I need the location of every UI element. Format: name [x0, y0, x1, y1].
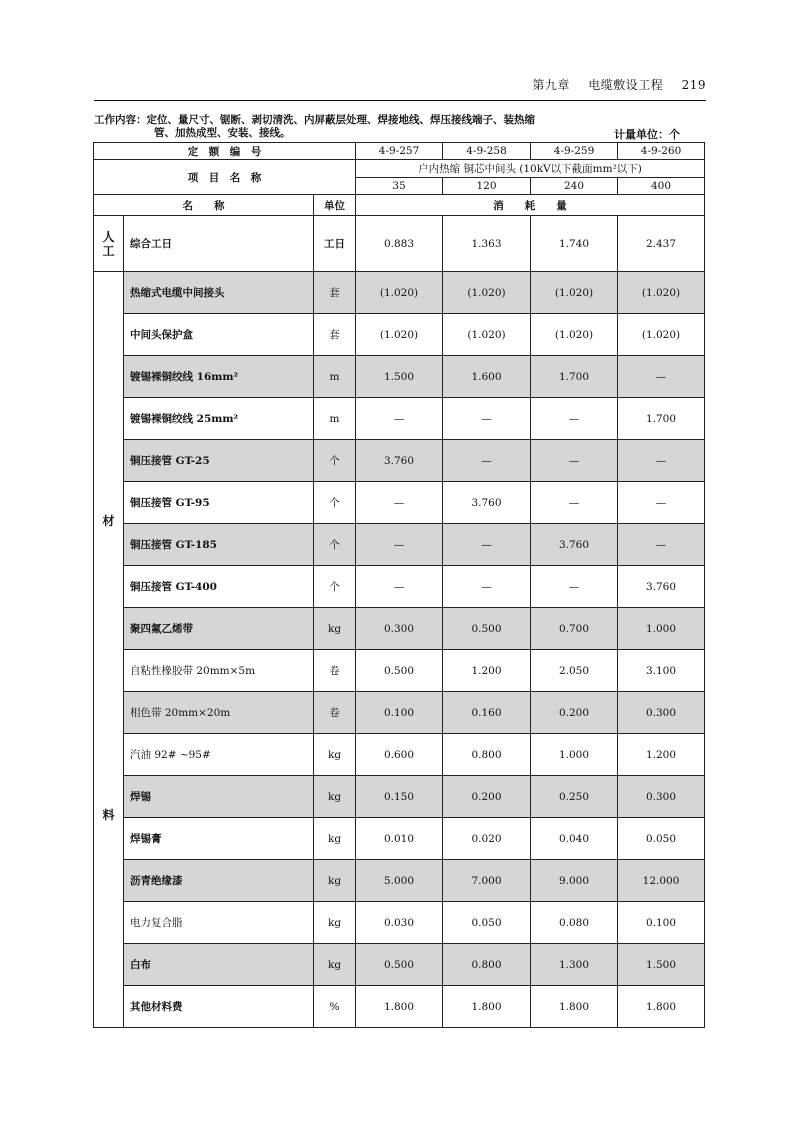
material-category-bottom: 料: [102, 808, 115, 823]
labor-value: 1.740: [531, 216, 618, 272]
material-value: —: [618, 356, 705, 398]
material-value: 0.500: [356, 650, 443, 692]
material-row: [94, 482, 705, 524]
material-name: 中间头保护盒: [124, 314, 314, 356]
material-value: 0.100: [618, 902, 705, 944]
material-value: —: [443, 440, 531, 482]
section-cell: 240: [531, 178, 618, 195]
material-value: 1.600: [443, 356, 531, 398]
material-value: —: [618, 482, 705, 524]
page-number: 219: [681, 78, 706, 92]
material-value: 3.100: [618, 650, 705, 692]
material-value: 0.300: [618, 776, 705, 818]
labor-value: 0.883: [356, 216, 443, 272]
material-value: 0.160: [443, 692, 531, 734]
material-value: 3.760: [356, 440, 443, 482]
running-head: [518, 76, 706, 93]
material-value: 1.700: [531, 356, 618, 398]
material-value: 0.800: [443, 944, 531, 986]
material-row: [94, 314, 705, 356]
material-unit: kg: [314, 734, 356, 776]
material-value: 1.000: [618, 608, 705, 650]
material-row: [94, 440, 705, 482]
material-value: 1.300: [531, 944, 618, 986]
material-value: 0.040: [531, 818, 618, 860]
material-value: 1.800: [618, 986, 705, 1028]
chapter-title: 电缆敷设工程: [588, 78, 664, 92]
material-value: 0.200: [443, 776, 531, 818]
work-content-line-1: 工作内容：定位、量尺寸、锯断、剥切清洗、内屏蔽层处理、焊接地线、焊压接线端子、装热缩: [94, 114, 535, 126]
material-value: 0.080: [531, 902, 618, 944]
material-value: 0.020: [443, 818, 531, 860]
material-value: 1.800: [443, 986, 531, 1028]
material-name: 铜压接管 GT-400: [124, 566, 314, 608]
material-name: 焊锡膏: [124, 818, 314, 860]
material-value: —: [356, 524, 443, 566]
section-cell: 35: [356, 178, 443, 195]
material-value: 1.000: [531, 734, 618, 776]
material-row: [94, 692, 705, 734]
material-name: 铜压接管 GT-95: [124, 482, 314, 524]
material-unit: kg: [314, 902, 356, 944]
quota-table: [93, 142, 705, 1028]
material-name: 焊锡: [124, 776, 314, 818]
material-row: [94, 818, 705, 860]
material-value: 3.760: [618, 566, 705, 608]
material-row: [94, 650, 705, 692]
material-value: 0.150: [356, 776, 443, 818]
code-cell: 4-9-259: [531, 143, 618, 160]
material-value: 0.800: [443, 734, 531, 776]
material-value: 3.760: [531, 524, 618, 566]
material-row: [94, 860, 705, 902]
material-name: 铜压接管 GT-25: [124, 440, 314, 482]
material-value: 2.050: [531, 650, 618, 692]
material-value: 1.200: [618, 734, 705, 776]
material-value: —: [531, 398, 618, 440]
material-name: 热缩式电缆中间接头: [124, 272, 314, 314]
material-name: 沥青绝缘漆: [124, 860, 314, 902]
labor-name: 综合工日: [124, 216, 314, 272]
material-value: (1.020): [443, 314, 531, 356]
material-value: 0.300: [618, 692, 705, 734]
material-unit: m: [314, 356, 356, 398]
material-row: [94, 986, 705, 1028]
code-label: 定 额 编 号: [94, 143, 356, 160]
material-name: 相色带 20mm×20m: [124, 692, 314, 734]
chapter-label: 第九章: [532, 78, 570, 92]
material-row: [94, 608, 705, 650]
material-name: 电力复合脂: [124, 902, 314, 944]
material-value: 0.300: [356, 608, 443, 650]
material-value: —: [443, 566, 531, 608]
material-unit: 个: [314, 440, 356, 482]
material-row: [94, 356, 705, 398]
material-value: 1.800: [531, 986, 618, 1028]
material-value: —: [531, 566, 618, 608]
col-consumption-header: 消 耗 量: [356, 195, 705, 216]
material-value: 0.010: [356, 818, 443, 860]
labor-category: [94, 216, 124, 272]
material-value: 1.500: [618, 944, 705, 986]
material-unit: 个: [314, 566, 356, 608]
material-unit: %: [314, 986, 356, 1028]
material-name: 镀锡裸铜绞线 16mm²: [124, 356, 314, 398]
material-category-top: 材: [102, 513, 115, 528]
code-cell: 4-9-258: [443, 143, 531, 160]
material-value: (1.020): [618, 272, 705, 314]
material-value: 0.200: [531, 692, 618, 734]
labor-row: [94, 216, 705, 272]
material-value: (1.020): [356, 272, 443, 314]
labor-value: 2.437: [618, 216, 705, 272]
material-category: [94, 272, 124, 1028]
material-value: (1.020): [531, 314, 618, 356]
material-value: 0.500: [356, 944, 443, 986]
material-unit: 个: [314, 524, 356, 566]
material-unit: kg: [314, 776, 356, 818]
material-value: 0.100: [356, 692, 443, 734]
material-value: 0.700: [531, 608, 618, 650]
material-value: 7.000: [443, 860, 531, 902]
material-value: 3.760: [443, 482, 531, 524]
code-cell: 4-9-257: [356, 143, 443, 160]
material-value: —: [443, 398, 531, 440]
material-value: 0.050: [443, 902, 531, 944]
material-value: —: [356, 398, 443, 440]
material-unit: 卷: [314, 650, 356, 692]
group-title: 户内热缩 铜芯中间头 (10kV以下截面mm²以下): [356, 160, 705, 178]
material-unit: kg: [314, 818, 356, 860]
labor-value: 1.363: [443, 216, 531, 272]
group-title-row: [94, 160, 705, 178]
material-value: —: [531, 482, 618, 524]
material-row: [94, 944, 705, 986]
section-cell: 400: [618, 178, 705, 195]
material-name: 白布: [124, 944, 314, 986]
material-value: —: [531, 440, 618, 482]
material-value: 1.800: [356, 986, 443, 1028]
material-value: 1.200: [443, 650, 531, 692]
material-unit: m: [314, 398, 356, 440]
unit-note: 计量单位：个: [614, 128, 680, 141]
work-content: [94, 114, 614, 140]
material-row: [94, 734, 705, 776]
material-value: 0.030: [356, 902, 443, 944]
item-label: 项 目 名 称: [94, 160, 356, 195]
material-value: 12.000: [618, 860, 705, 902]
column-header-row: [94, 195, 705, 216]
material-value: (1.020): [356, 314, 443, 356]
material-unit: 套: [314, 272, 356, 314]
labor-unit: 工日: [314, 216, 356, 272]
col-name-header: 名 称: [94, 195, 314, 216]
work-content-line-2: 管、加热成型、安装、接线。: [154, 127, 291, 139]
material-name: 自粘性橡胶带 20mm×5m: [124, 650, 314, 692]
material-unit: 个: [314, 482, 356, 524]
material-value: (1.020): [531, 272, 618, 314]
material-value: 0.050: [618, 818, 705, 860]
material-value: —: [356, 566, 443, 608]
material-unit: kg: [314, 608, 356, 650]
section-cell: 120: [443, 178, 531, 195]
material-unit: kg: [314, 944, 356, 986]
material-value: 9.000: [531, 860, 618, 902]
material-row: [94, 902, 705, 944]
material-row: [94, 524, 705, 566]
material-value: —: [356, 482, 443, 524]
material-value: 1.700: [618, 398, 705, 440]
material-row: [94, 398, 705, 440]
material-name: 镀锡裸铜绞线 25mm²: [124, 398, 314, 440]
material-value: (1.020): [443, 272, 531, 314]
material-unit: 套: [314, 314, 356, 356]
material-name: 其他材料费: [124, 986, 314, 1028]
col-unit-header: 单位: [314, 195, 356, 216]
material-value: —: [618, 440, 705, 482]
material-name: 汽油 92# ~95#: [124, 734, 314, 776]
code-row: [94, 143, 705, 160]
code-cell: 4-9-260: [618, 143, 705, 160]
material-value: —: [443, 524, 531, 566]
material-unit: kg: [314, 860, 356, 902]
material-value: 0.500: [443, 608, 531, 650]
material-value: 1.500: [356, 356, 443, 398]
material-row: [94, 566, 705, 608]
material-value: 5.000: [356, 860, 443, 902]
labor-category-label: 人工: [102, 229, 115, 258]
material-name: 聚四氟乙烯带: [124, 608, 314, 650]
material-row: [94, 272, 705, 314]
material-value: 0.600: [356, 734, 443, 776]
header-rule: [94, 100, 706, 101]
material-value: —: [618, 524, 705, 566]
material-unit: 卷: [314, 692, 356, 734]
material-row: [94, 776, 705, 818]
material-name: 铜压接管 GT-185: [124, 524, 314, 566]
material-value: (1.020): [618, 314, 705, 356]
material-value: 0.250: [531, 776, 618, 818]
